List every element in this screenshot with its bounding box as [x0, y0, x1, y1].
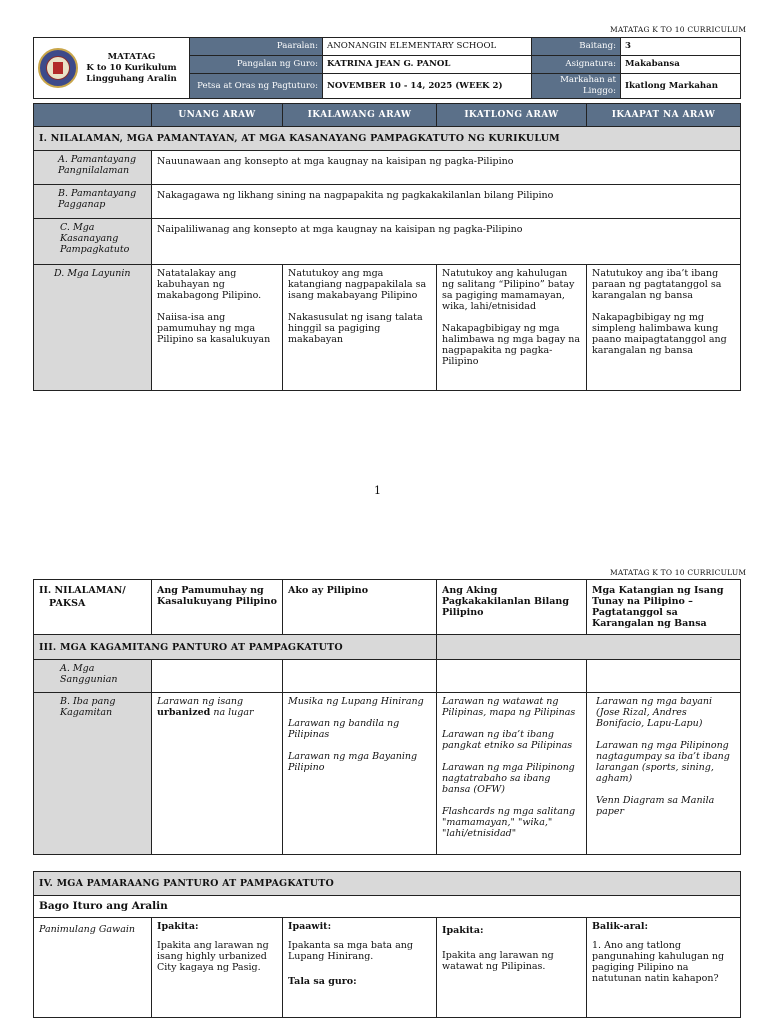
lesson-table-page1 [33, 103, 741, 391]
panimulang-gawain-label: Panimulang Gawain [34, 918, 152, 1018]
row-b-label: B. Pamantayang Pagganap [34, 185, 152, 219]
petsa-label: Petsa at Oras ng Pagtuturo: [190, 74, 323, 99]
lesson-table-page2 [33, 579, 741, 855]
asignatura-value: Makabansa [621, 56, 741, 74]
gawain-day-2: Ipaawit: Ipakanta sa mga bata ang Lupang Hinirang. Tala sa guro: [283, 918, 437, 1018]
section-2-heading: II. NILALAMAN/ PAKSA [34, 580, 152, 635]
layunin-day-3: Natutukoy ang kahulugan ng salitang “Pilipino” batay sa pagiging mamamayan, wika, lahi/etnisidad Nakapagbibigay ng mga halimbawa ng mga bagay na nagpapakita ng pagka-Pilipino [437, 265, 587, 391]
guro-label: Pangalan ng Guro: [190, 56, 323, 74]
paaralan-label: Paaralan: [190, 38, 323, 56]
header-title-matatag: MATATAG [107, 51, 156, 62]
kagamitan-day-1: Larawan ng isang urbanized na lugar [152, 693, 283, 855]
layunin-day-2: Natutukoy ang mga katangiang nagpapakilala sa isang makabayang Pilipino Nakasusulat ng isang talata hinggil sa pagiging makabayan [283, 265, 437, 391]
paksa-day-1: Ang Pamumuhay ng Kasalukuyang Pilipino [152, 580, 283, 635]
guro-value: KATRINA JEAN G. PANOL [323, 56, 532, 74]
petsa-value: NOVEMBER 10 - 14, 2025 (WEEK 2) [323, 74, 532, 99]
row-a-label: A. Pamantayang Pangnilalaman [34, 151, 152, 185]
row-c-content: Naipaliliwanag ang konsepto at mga kaugnay na kaisipan ng pagka-Pilipino [152, 219, 741, 265]
baitang-label: Baitang: [532, 38, 621, 56]
layunin-day-1: Natatalakay ang kabuhayan ng makabagong Pilipino. Naiisa-isa ang pamumuhay ng mga Pilipino sa kasalukuyan [152, 265, 283, 391]
iba-pang-kagamitan-label: B. Iba pang Kagamitan [34, 693, 152, 855]
row-a-content: Nauunawaan ang konsepto at mga kaugnay na kaisipan ng pagka-Pilipino [152, 151, 741, 185]
gawain-day-3: Ipakita: Ipakita ang larawan ng watawat ng Pilipinas. [437, 918, 587, 1018]
asignatura-label: Asignatura: [532, 56, 621, 74]
lesson-table-section4 [33, 871, 741, 1018]
baitang-value: 3 [621, 38, 741, 56]
layunin-day-4: Natutukoy ang iba’t ibang paraan ng pagtatanggol sa karangalan ng bansa Nakapagbibigay ng mg simpleng halimbawa kung paano maipagtatanggol ang karangalan ng bansa [587, 265, 741, 391]
deped-seal-icon [38, 48, 78, 88]
header-logo-cell [34, 38, 190, 99]
paaralan-value: ANONANGIN ELEMENTARY SCHOOL [323, 38, 532, 56]
row-d-label: D. Mga Layunin [34, 265, 152, 391]
markahan-value: Ikatlong Markahan [621, 74, 741, 99]
row-b-content: Nakagagawa ng likhang sining na nagpapakita ng pagkakakilanlan bilang Pilipino [152, 185, 741, 219]
header-title-lingguhan: Lingguhang Aralin [86, 73, 177, 84]
section-1-heading: I. NILALAMAN, MGA PAMANTAYAN, AT MGA KASANAYANG PAMPAGKATUTO NG KURIKULUM [34, 127, 741, 151]
row-c-label: C. Mga Kasanayang Pampagkatuto [34, 219, 152, 265]
curriculum-label-page2: MATATAG K TO 10 CURRICULUM [610, 568, 747, 577]
kagamitan-day-3: Larawan ng watawat ng Pilipinas, mapa ng Pilipinas Larawan ng iba’t ibang pangkat etniko sa Pilipinas Larawan ng mga Pilipinong nagtatrabaho sa ibang bansa (OFW) Flashcards ng mga salitang "mamamayan," "wika," "lahi/etnisidad" [437, 693, 587, 855]
day-header-3: IKATLONG ARAW [437, 104, 587, 127]
markahan-label: Markahan at Linggo: [532, 74, 621, 99]
section-4-heading: IV. MGA PAMARAANG PANTURO AT PAMPAGKATUTO [34, 872, 741, 896]
paksa-day-2: Ako ay Pilipino [283, 580, 437, 635]
kagamitan-day-2: Musika ng Lupang Hinirang Larawan ng bandila ng Pilipinas Larawan ng mga Bayaning Pilipino [283, 693, 437, 855]
curriculum-label: MATATAG K TO 10 CURRICULUM [610, 25, 747, 34]
header-title-kurikulum: K to 10 Kurikulum [86, 62, 177, 73]
day-header-4: IKAAPAT NA ARAW [587, 104, 741, 127]
day-header-2: IKALAWANG ARAW [283, 104, 437, 127]
gawain-day-4: Balik-aral: 1. Ano ang tatlong pangunahing kahulugan ng pagiging Pilipino na natutunan natin kahapon? [587, 918, 741, 1018]
bago-ituro-heading: Bago Ituro ang Aralin [34, 896, 741, 918]
page-number: 1 [374, 484, 381, 497]
sanggunian-label: A. Mga Sanggunian [34, 660, 152, 693]
header-table [33, 37, 741, 99]
section-3-heading: III. MGA KAGAMITANG PANTURO AT PAMPAGKATUTO [34, 635, 437, 660]
kagamitan-day-4: Larawan ng mga bayani (Jose Rizal, Andres Bonifacio, Lapu-Lapu) Larawan ng mga Pilipinong nagtagumpay sa iba’t ibang larangan (sports, sining, agham) Venn Diagram sa Manila paper [587, 693, 741, 855]
gawain-day-1: Ipakita: Ipakita ang larawan ng isang highly urbanized City kagaya ng Pasig. [152, 918, 283, 1018]
paksa-day-4: Mga Katangian ng Isang Tunay na Pilipino – Pagtatanggol sa Karangalan ng Bansa [587, 580, 741, 635]
day-header-1: UNANG ARAW [152, 104, 283, 127]
paksa-day-3: Ang Aking Pagkakakilanlan Bilang Pilipino [437, 580, 587, 635]
